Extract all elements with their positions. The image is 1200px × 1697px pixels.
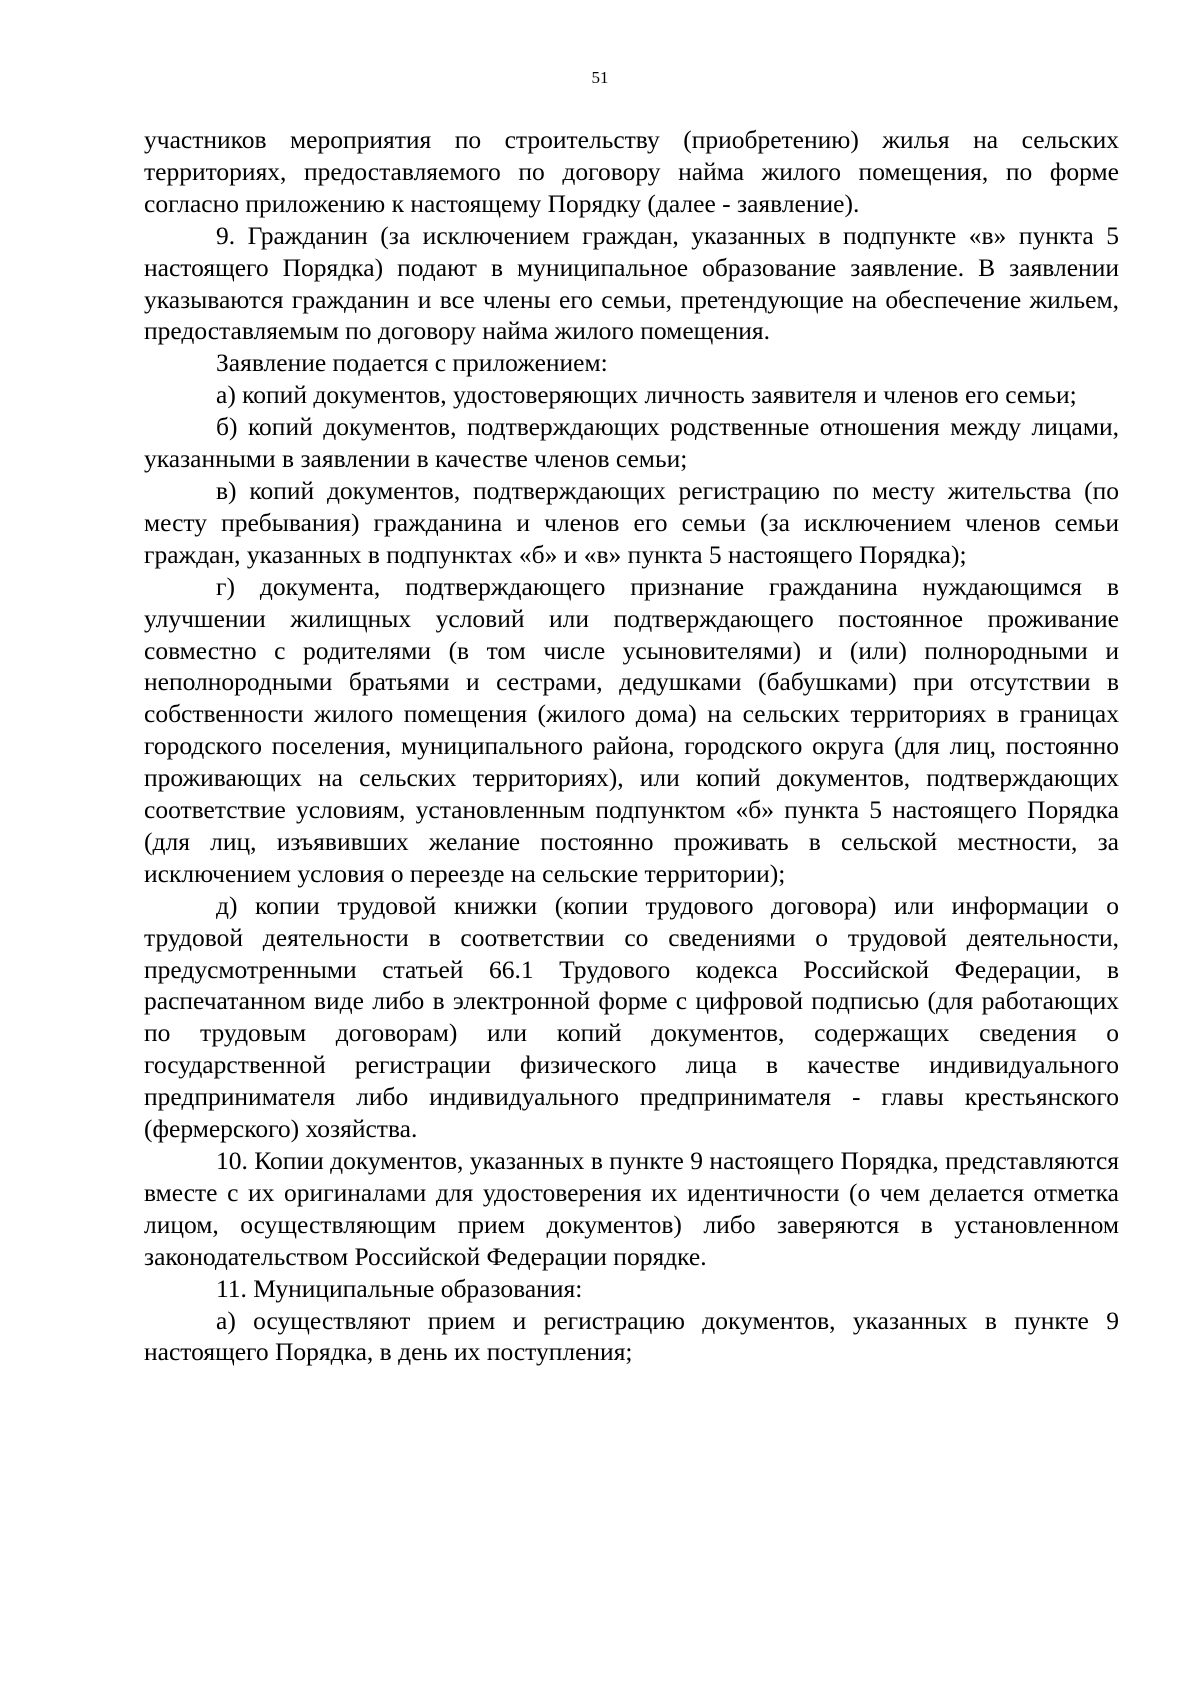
paragraph-subitem-v: в) копий документов, подтверждающих регистрацию по месту жительства (по месту пребывания) гражданина и членов его семьи (за исключением членов семьи граждан, указанных в подпунктах «б» и «в» пункта 5 настоящего Порядка); [144, 475, 1119, 569]
paragraph-item-11-a: а) осуществляют прием и регистрацию документов, указанных в пункте 9 настоящего Порядка, в день их поступления; [144, 1305, 1119, 1367]
document-body [144, 124, 1119, 1368]
paragraph-item-9: 9. Гражданин (за исключением граждан, указанных в подпункте «в» пункта 5 настоящего Порядка) подают в муниципальное образование заявление. В заявлении указываются гражданин и все члены его семьи, претендующие на обеспечение жильем, предоставляемым по договору найма жилого помещения. [144, 220, 1119, 346]
paragraph-continuation: участников мероприятия по строительству (приобретению) жилья на сельских территориях, предоставляемого по договору найма жилого помещения, по форме согласно приложению к настоящему Порядку (далее - заявление). [144, 125, 1119, 218]
paragraph-subitem-b: б) копий документов, подтверждающих родственные отношения между лицами, указанными в заявлении в качестве членов семьи; [144, 412, 1119, 474]
paragraph-subitem-a: а) копий документов, удостоверяющих личность заявителя и членов его семьи; [216, 380, 1077, 410]
page-number: 51 [591, 68, 609, 87]
paragraph-attachments-intro: Заявление подается с приложением: [216, 348, 608, 378]
paragraph-item-10: 10. Копии документов, указанных в пункте 9 настоящего Порядка, представляются вместе с их оригиналами для удостоверения их идентичности (о чем делается отметка лицом, осуществляющим прием документов) либо заверяются в установленном законодательством Российской Федерации порядке. [144, 1146, 1119, 1271]
paragraph-subitem-g: г) документа, подтверждающего признание гражданина нуждающимся в улучшении жилищных условий или подтверждающего постоянное проживание совместно с родителями (в том числе усыновителями) и (или) полнородными и неполнородными братьями и сестрами, дедушками (бабушками) при отсутствии в собственности жилого помещения (жилого дома) на сельских территориях в границах городского поселения, муниципального района, городского округа (для лиц, постоянно проживающих на сельских территориях), или копий документов, подтверждающих соответствие условиям, установленным подпунктом «б» пункта 5 настоящего Порядка (для лиц, изъявивших желание постоянно проживать в сельской местности, за исключением условия о переезде на сельские территории); [144, 571, 1119, 888]
paragraph-item-11: 11. Муниципальные образования: [216, 1273, 583, 1303]
paragraph-subitem-d: д) копии трудовой книжки (копии трудового договора) или информации о трудовой деятельности в соответствии со сведениями о трудовой деятельности, предусмотренными статьей 66.1 Трудового кодекса Российской Федерации, в распечатанном виде либо в электронной форме с цифровой подписью (для работающих по трудовым договорам) или копий документов, содержащих сведения о государственной регистрации физического лица в качестве индивидуального предпринимателя либо индивидуального предпринимателя - главы крестьянского (фермерского) хозяйства. [144, 890, 1119, 1144]
